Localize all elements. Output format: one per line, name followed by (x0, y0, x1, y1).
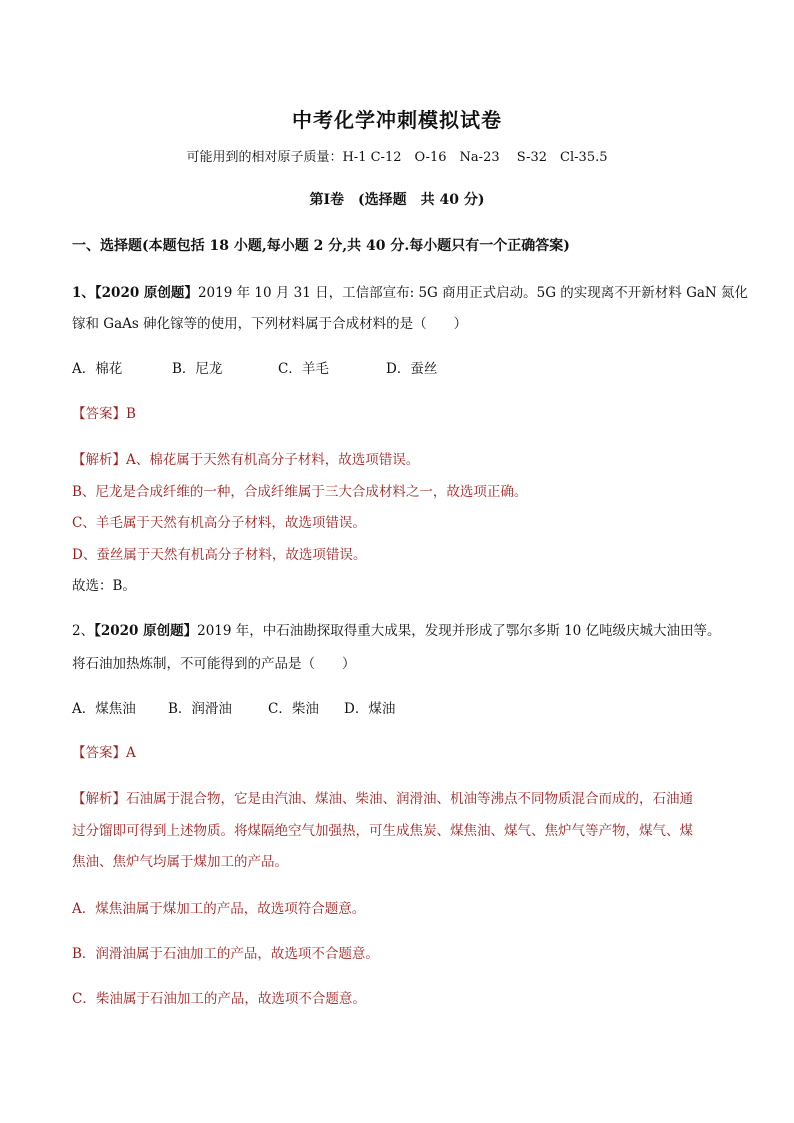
question-2-option-b: B．润滑油 (168, 701, 232, 717)
question-1-options (72, 357, 732, 377)
question-2-answer: 【答案】A (72, 745, 136, 761)
question-2-analysis-line-3: 焦油、焦炉气均属于煤加工的产品。 (72, 854, 288, 870)
question-2-analysis-label: 【解析】 (72, 791, 126, 807)
question-1-line-2: 镓和 GaAs 砷化镓等的使用，下列材料属于合成材料的是（ ） (72, 316, 468, 332)
question-1-analysis-line-4: D、蚕丝属于天然有机高分子材料，故选项错误。 (72, 547, 367, 563)
question-2-option-a: A．煤焦油 (72, 701, 136, 717)
question-2-analysis-text-1: 石油属于混合物，它是由汽油、煤油、柴油、润滑油、机油等沸点不同物质混合而成的，石油通 (126, 791, 693, 807)
question-1-line-1 (72, 281, 749, 301)
volume-heading: 第Ⅰ卷 (选择题 共 40 分) (309, 192, 485, 208)
question-2-option-d: D．煤油 (344, 701, 396, 717)
question-2-number: 2、 (72, 623, 95, 639)
section-heading: 一、选择题(本题包括 18 小题,每小题 2 分,共 40 分.每小题只有一个正确答案) (72, 238, 570, 254)
question-1-analysis-line-1 (72, 448, 732, 468)
question-1-analysis-label: 【解析】 (72, 452, 126, 468)
atomic-masses-note: 可能用到的相对原子质量：H-1 C-12 O-16 Na-23 S-32 Cl-35.5 (186, 150, 608, 165)
question-2-choice-analysis-a: A．煤焦油属于煤加工的产品，故选项符合题意。 (72, 901, 366, 917)
question-2-choice-analysis-b: B．润滑油属于石油加工的产品，故选项不合题意。 (72, 946, 379, 962)
question-2-text-1: 2019 年，中石油勘探取得重大成果，发现并形成了鄂尔多斯 10 亿吨级庆城大油田等。 (197, 623, 721, 639)
question-1-conclusion: 故选：B。 (72, 578, 136, 594)
question-1-analysis-text-1: A、棉花属于天然有机高分子材料，故选项错误。 (126, 452, 420, 468)
question-2-choice-analysis-c: C．柴油属于石油加工的产品，故选项不合题意。 (72, 991, 366, 1007)
question-1-analysis-line-2: B、尼龙是合成纤维的一种，合成纤维属于三大合成材料之一，故选项正确。 (72, 484, 528, 500)
question-1-option-c: C．羊毛 (278, 361, 329, 377)
question-2-line-2: 将石油加热炼制，不可能得到的产品是（ ） (72, 656, 356, 672)
question-1-tag: 【2020 原创题】 (94, 285, 198, 301)
question-2-option-c: C．柴油 (268, 701, 319, 717)
question-2-options (72, 697, 732, 717)
question-1-option-a: A．棉花 (72, 361, 123, 377)
page-title: 中考化学冲刺模拟试卷 (292, 108, 502, 132)
question-2-tag: 【2020 原创题】 (94, 623, 198, 639)
question-1-answer: 【答案】B (72, 406, 136, 422)
question-1-option-d: D．蚕丝 (386, 361, 438, 377)
question-2-analysis-line-1 (72, 787, 732, 807)
question-2-analysis-line-2: 过分馏即可得到上述物质。将煤隔绝空气加强热，可生成焦炭、煤焦油、煤气、焦炉气等产物，煤气、煤 (72, 823, 693, 839)
question-1-text-1: 2019 年 10 月 31 日，工信部宣布: 5G 商用正式启动。5G 的实现离不开新材料 GaN 氮化 (197, 285, 749, 301)
question-2-line-1 (72, 619, 732, 639)
question-1-analysis-line-3: C、羊毛属于天然有机高分子材料，故选项错误。 (72, 515, 366, 531)
question-1-number: 1、 (72, 285, 95, 301)
question-1-option-b: B．尼龙 (172, 361, 223, 377)
